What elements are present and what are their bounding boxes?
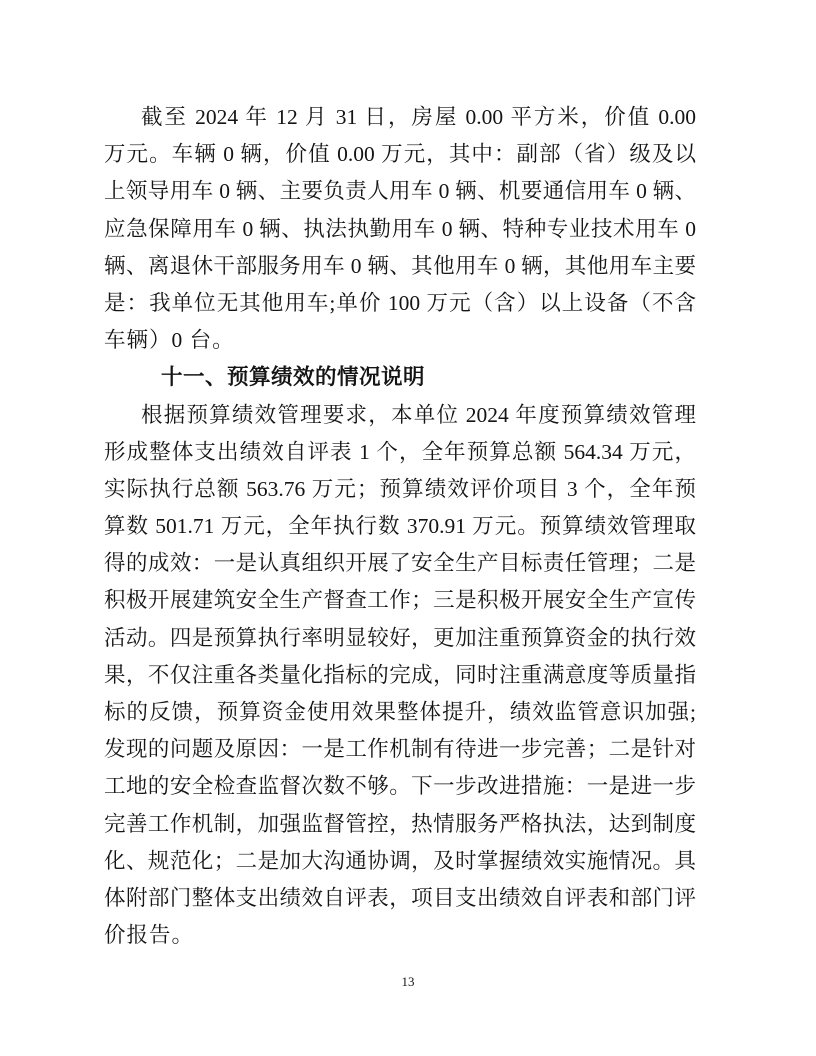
text-line: 得的成效：一是认真组织开展了安全生产目标责任管理；二是 <box>104 551 696 576</box>
section-heading: 十一、预算绩效的情况说明 <box>161 365 426 390</box>
text-line: 化、规范化；二是加大沟通协调，及时掌握绩效实施情况。具 <box>104 848 696 873</box>
text-line: 万元。车辆 0 辆，价值 0.00 万元，其中：副部（省）级及以 <box>104 142 696 167</box>
text-line: 工地的安全检查监督次数不够。下一步改进措施：一是进一步 <box>104 774 696 799</box>
text-line: 发现的问题及原因：一是工作机制有待进一步完善；二是针对 <box>104 737 696 762</box>
text-line: 体附部门整体支出绩效自评表，项目支出绩效自评表和部门评 <box>104 885 696 910</box>
text-line: 实际执行总额 563.76 万元；预算绩效评价项目 3 个，全年预 <box>104 476 696 501</box>
text-line: 是：我单位无其他用车;单价 100 万元（含）以上设备（不含 <box>104 290 696 315</box>
page-body-text <box>104 99 696 954</box>
text-line: 上领导用车 0 辆、主要负责人用车 0 辆、机要通信用车 0 辆、 <box>104 179 696 204</box>
text-line: 形成整体支出绩效自评表 1 个，全年预算总额 564.34 万元， <box>104 439 696 464</box>
text-line: 车辆）0 台。 <box>104 328 235 353</box>
text-line: 截至 2024 年 12 月 31 日，房屋 0.00 平方米，价值 0.00 <box>141 105 696 129</box>
page-number: 13 <box>401 974 415 989</box>
text-line: 活动。四是预算执行率明显较好，更加注重预算资金的执行效 <box>104 625 696 650</box>
text-line: 完善工作机制，加强监督管控，热情服务严格执法，达到制度 <box>104 811 696 836</box>
text-line: 标的反馈，预算资金使用效果整体提升，绩效监管意识加强; <box>104 700 696 724</box>
text-line: 应急保障用车 0 辆、执法执勤用车 0 辆、特种专业技术用车 0 <box>104 216 696 241</box>
text-line: 积极开展建筑安全生产督查工作；三是积极开展安全生产宣传 <box>104 588 696 613</box>
text-line: 根据预算绩效管理要求，本单位 2024 年度预算绩效管理 <box>141 402 696 427</box>
text-line: 算数 501.71 万元，全年执行数 370.91 万元。预算绩效管理取 <box>104 514 696 539</box>
text-line: 辆、离退休干部服务用车 0 辆、其他用车 0 辆，其他用车主要 <box>104 253 696 278</box>
text-line: 果，不仅注重各类量化指标的完成，同时注重满意度等质量指 <box>104 662 696 687</box>
text-line: 价报告。 <box>104 923 195 948</box>
